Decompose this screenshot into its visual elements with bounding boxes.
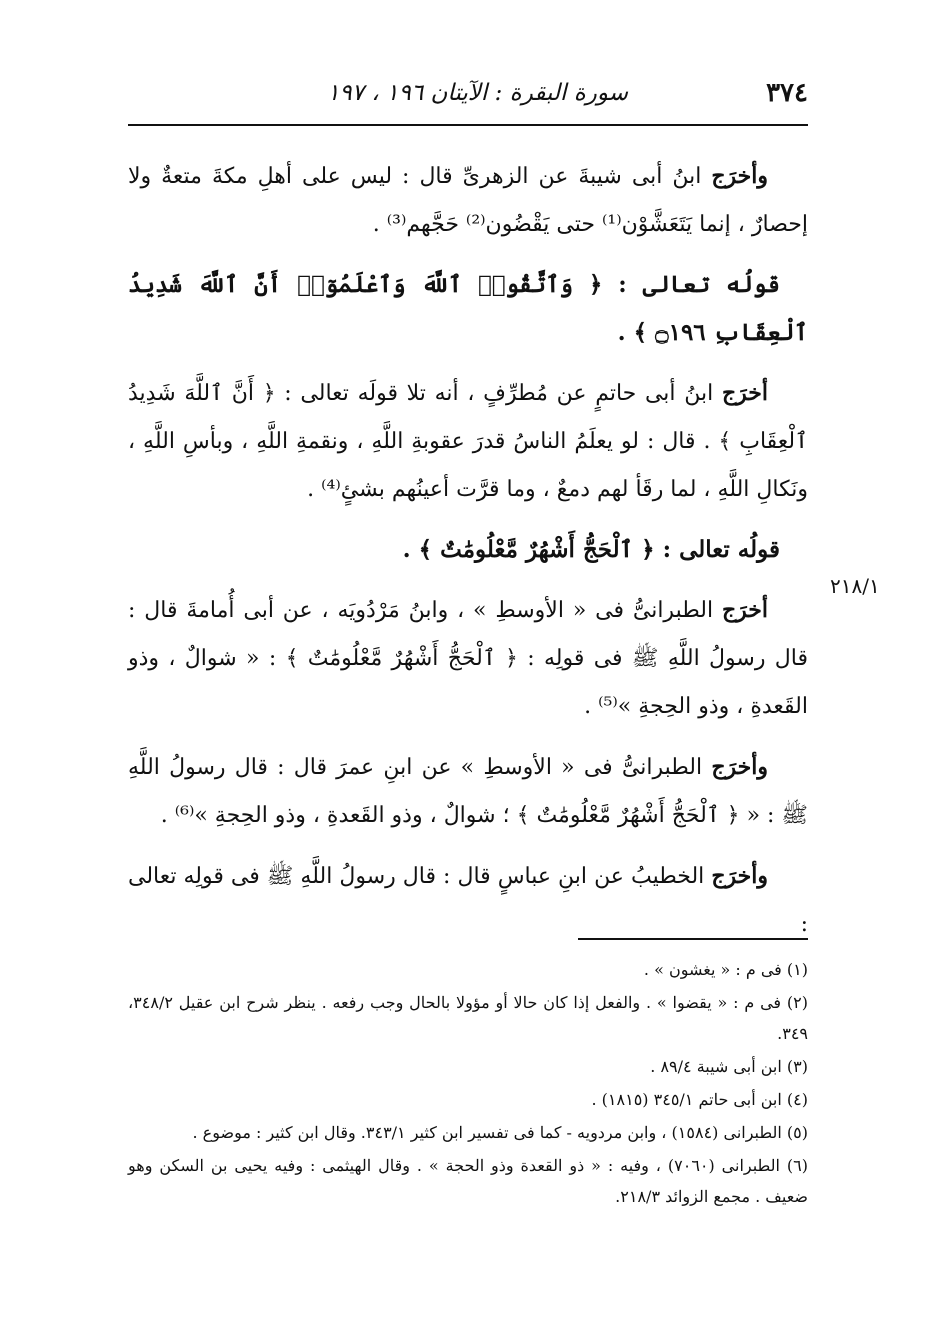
verse-heading-196 (128, 261, 808, 357)
paragraph-text: قولُه تعالى : ﴿ ٱلْحَجُّ أَشْهُرٌ مَّعْلُومَٰتٌ ﴾ . (402, 536, 780, 563)
paragraph-khatib (128, 852, 808, 949)
main-text (128, 152, 808, 961)
paragraph-ibn-umar (128, 743, 808, 840)
verse-heading-197 (128, 526, 808, 574)
paragraph-text: قولُه تعالى : ﴿ وَٱتَّقُوا۟ ٱللَّهَ وَٱعْلَمُوٓا۟ أَنَّ ٱللَّهَ شَدِيدُ ٱلْعِقَابِ ۝١٩٦ ﴾ . (128, 271, 808, 346)
paragraph-text: الطبرانىُّ فى « الأوسطِ » ، وابنُ مَرْدُويَه ، عن أبى أُمامةَ قال : قال رسولُ اللَّهِ ﷺ فى قولِه : ﴿ ٱلْحَجُّ أَشْهُرٌ مَّعْلُومَٰتٌ ﴾ : « شوالٌ ، وذو القَعدةِ ، وذو الحِجةِ »⁽⁵⁾ . (128, 598, 808, 719)
footnote-rule (578, 938, 808, 940)
paragraph-text: ابنُ أبى حاتمٍ عن مُطرِّفٍ ، أنه تلا قولَه تعالى : ﴿ أَنَّ ٱللَّهَ شَدِيدُ ٱلْعِقَابِ ﴾ . قال : لو يعلَمُ الناسُ قدرَ عقوبةِ اللَّهِ ، ونقمةِ اللَّهِ ، وبأسِ اللَّهِ ، ونَكالِ اللَّهِ ، لما رقَأ لهم دمعٌ ، وما قرَّت أعينُهم بشئٍ⁽⁴⁾ . (128, 381, 808, 502)
footnote-5: (٥) الطبرانى (١٥٨٤) ، وابن مردويه - كما فى تفسير ابن كثير ٣٤٣/١. وقال ابن كثير : موضوع . (192, 1123, 808, 1142)
header-rule (128, 124, 808, 126)
page-header (128, 78, 808, 118)
paragraph-mutarrif (128, 369, 808, 514)
footnotes (128, 954, 808, 1214)
footnote-1: (١) فى م : « يغشون » . (643, 960, 808, 979)
margin-reference: ٢١٨/١ (830, 574, 880, 598)
paragraph-zuhri (128, 152, 808, 249)
paragraph-lead: وأخرَج (711, 863, 768, 889)
footnote-2: (٢) فى م : « يقضوا » . والفعل إذا كان حالا أو مؤولا بالحال وجب رفعه . ينظر شرح ابن عقيل ٣٤٨/٢، ٣٤٩. (128, 993, 808, 1043)
paragraph-lead: أخرَج (721, 380, 768, 406)
paragraph-lead: وأخرَج (711, 163, 768, 189)
page-number: ٣٧٤ (766, 78, 808, 108)
footnote-6: (٦) الطبرانى (٧٠٦٠) ، وفيه : « ذو القعدة وذو الحجة » . وقال الهيثمى : وفيه يحيى بن السكن وهو ضعيف . مجمع الزوائد ٢١٨/٣. (128, 1156, 808, 1206)
paragraph-text: ابنُ أبى شيبةَ عن الزهرىِّ قال : ليس على أهلِ مكةَ متعةٌ ولا إحصارٌ ، إنما يَتَعَشَّوْن⁽¹⁾ حتى يَقْضُون⁽²⁾ حَجَّهم⁽³⁾ . (128, 164, 808, 237)
footnote-3: (٣) ابن أبى شيبة ٨٩/٤ . (650, 1057, 808, 1076)
running-title: سورة البقرة : الآيتان ١٩٦ ، ١٩٧ (327, 80, 628, 106)
paragraph-text: الخطيبُ عن ابنِ عباسٍ قال : قال رسولُ اللَّهِ ﷺ فى قولِه تعالى : (128, 864, 808, 937)
paragraph-lead: وأخرَج (711, 754, 768, 780)
paragraph-lead: أخرَج (721, 597, 768, 623)
footnote-4: (٤) ابن أبى حاتم ٣٤٥/١ (١٨١٥) . (591, 1090, 808, 1109)
paragraph-text: الطبرانىُّ فى « الأوسطِ » عن ابنِ عمرَ قال : قال رسولُ اللَّهِ ﷺ : « ﴿ ٱلْحَجُّ أَشْهُرٌ مَّعْلُومَٰتٌ ﴾ ؛ شوالٌ ، وذو القَعدةِ ، وذو الحِجةِ »⁽⁶⁾ . (128, 755, 808, 828)
paragraph-abu-umama (128, 586, 808, 731)
